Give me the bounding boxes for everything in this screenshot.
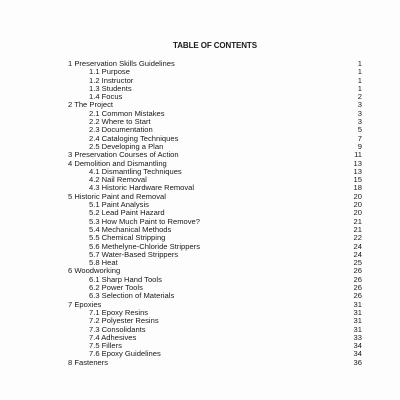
toc-entry-label: 2.5 Developing a Plan	[89, 141, 164, 151]
toc-entry-page-number: 26	[353, 266, 362, 276]
toc-entry-label: 2.1 Common Mistakes	[89, 108, 165, 118]
toc-entry-page-number: 11	[354, 150, 362, 160]
toc-entry-label: 5.5 Chemical Stripping	[89, 233, 166, 243]
toc-entry-page-number: 21	[353, 216, 362, 226]
toc-entry-label: 6 Woodworking	[68, 266, 121, 276]
toc-subsection-entry	[0, 218, 400, 226]
toc-entry-page-number: 7	[357, 133, 362, 143]
toc-entry-label: 7 Epoxies	[68, 299, 102, 309]
toc-subsection-entry	[0, 350, 400, 358]
toc-entry-page-number: 36	[353, 357, 362, 367]
toc-subsection-entry	[0, 77, 400, 85]
toc-subsection-entry	[0, 276, 400, 284]
toc-entry-page-number: 34	[353, 341, 362, 351]
toc-subsection-entry	[0, 176, 400, 184]
toc-entry-page-number: 18	[353, 183, 362, 193]
toc-entry-page-number: 26	[353, 274, 362, 284]
toc-entry-label: 6.1 Sharp Hand Tools	[89, 274, 162, 284]
toc-entry-page-number: 20	[353, 191, 362, 201]
toc-entry-label: 1.1 Purpose	[89, 67, 130, 77]
toc-subsection-entry	[0, 292, 400, 300]
toc-section-entry	[0, 359, 400, 367]
toc-subsection-entry	[0, 68, 400, 76]
toc-entry-page-number: 5	[357, 125, 362, 135]
toc-entry-label: 7.1 Epoxy Resins	[89, 307, 149, 317]
toc-entry-label: 5.1 Paint Analysis	[89, 200, 149, 210]
toc-subsection-entry	[0, 334, 400, 342]
toc-subsection-entry	[0, 168, 400, 176]
toc-entry-label: 4.3 Historic Hardware Removal	[89, 183, 195, 193]
toc-subsection-entry	[0, 184, 400, 192]
toc-entry-label: 1 Preservation Skills Guidelines	[68, 59, 175, 68]
toc-entry-label: 1.3 Students	[89, 83, 132, 93]
toc-entry-page-number: 31	[353, 324, 362, 334]
toc-entry-page-number: 13	[353, 158, 362, 168]
toc-subsection-entry	[0, 126, 400, 134]
toc-entry-label: 7.6 Epoxy Guidelines	[89, 349, 161, 359]
toc-entry-page-number: 26	[353, 291, 362, 301]
toc-entry-page-number: 31	[353, 316, 362, 326]
toc-entry-page-number: 20	[353, 200, 362, 210]
toc-section-entry	[0, 160, 400, 168]
toc-entry-label: 5.7 Water-Based Strippers	[89, 249, 179, 259]
toc-entry-page-number: 1	[357, 75, 362, 85]
toc-entry-page-number: 22	[353, 233, 362, 243]
toc-section-entry	[0, 101, 400, 109]
toc-subsection-entry	[0, 309, 400, 317]
toc-subsection-entry	[0, 201, 400, 209]
toc-entry-page-number: 20	[353, 208, 362, 218]
toc-entry-label: 2.3 Documentation	[89, 125, 153, 135]
toc-entry-page-number: 1	[357, 59, 362, 68]
toc-entry-label: 6.3 Selection of Materials	[89, 291, 175, 301]
toc-subsection-entry	[0, 209, 400, 217]
toc-entry-page-number: 25	[353, 258, 362, 268]
toc-entry-label: 4 Demolition and Dismantling	[68, 158, 167, 168]
toc-entry-label: 5 Historic Paint and Removal	[68, 191, 166, 201]
toc-entry-page-number: 31	[353, 307, 362, 317]
toc-entry-page-number: 33	[353, 332, 362, 342]
toc-entry-label: 1.4 Focus	[89, 92, 123, 102]
toc-entry-page-number: 26	[353, 283, 362, 293]
toc-subsection-entry	[0, 284, 400, 292]
toc-entry-page-number: 13	[353, 166, 362, 176]
toc-entry-page-number: 24	[353, 241, 362, 251]
toc-entry-page-number: 3	[357, 100, 362, 110]
toc-entry-label: 2.2 Where to Start	[89, 117, 151, 127]
toc-subsection-entry	[0, 234, 400, 242]
toc-entry-label: 4.2 Nail Removal	[89, 175, 147, 185]
toc-subsection-entry	[0, 110, 400, 118]
toc-entry-label: 5.6 Methelyne-Chloride Strippers	[89, 241, 201, 251]
toc-entry-page-number: 15	[353, 175, 362, 185]
toc-subsection-entry	[0, 143, 400, 151]
toc-entry-label: 4.1 Dismantling Techniques	[89, 166, 182, 176]
toc-subsection-entry	[0, 226, 400, 234]
page-title: TABLE OF CONTENTS	[173, 41, 257, 50]
toc-entry-label: 5.4 Mechanical Methods	[89, 224, 172, 234]
toc-entry-label: 7.2 Polyester Resins	[89, 316, 159, 326]
toc-subsection-entry	[0, 118, 400, 126]
toc-entry-page-number: 31	[353, 299, 362, 309]
toc-section-entry	[0, 193, 400, 201]
toc-entry-label: 8 Fasteners	[68, 357, 109, 367]
toc-entry-page-number: 1	[357, 67, 362, 77]
toc-entry-page-number: 1	[357, 83, 362, 93]
toc-entry-label: 5.3 How Much Paint to Remove?	[89, 216, 201, 226]
toc-subsection-entry	[0, 251, 400, 259]
toc-subsection-entry	[0, 342, 400, 350]
toc-entry-page-number: 3	[357, 108, 362, 118]
toc-entry-label: 2 The Project	[68, 100, 114, 110]
toc-entry-label: 5.8 Heat	[89, 258, 118, 268]
toc-entry-label: 6.2 Power Tools	[89, 283, 143, 293]
toc-entry-page-number: 21	[353, 224, 362, 234]
toc-entry-label: 1.2 Instructor	[89, 75, 134, 85]
toc-subsection-entry	[0, 326, 400, 334]
toc-entry-label: 3 Preservation Courses of Action	[68, 150, 179, 160]
toc-entry-page-number: 34	[353, 349, 362, 359]
toc-subsection-entry	[0, 243, 400, 251]
toc-entry-page-number: 2	[357, 92, 362, 102]
toc-entry-page-number: 3	[357, 117, 362, 127]
toc-entry-label: 7.3 Consolidants	[89, 324, 146, 334]
toc-section-entry	[0, 151, 400, 159]
toc-entry-label: 2.4 Cataloging Techniques	[89, 133, 179, 143]
toc-entry-label: 5.2 Lead Paint Hazard	[89, 208, 165, 218]
toc-section-entry	[0, 60, 400, 68]
toc-entry-label: 7.4 Adhesives	[89, 332, 137, 342]
toc-entry-page-number: 9	[357, 141, 362, 151]
toc-list	[0, 60, 400, 367]
toc-section-entry	[0, 301, 400, 309]
toc-entry-label: 7.5 Fillers	[89, 341, 122, 351]
toc-entry-page-number: 24	[353, 249, 362, 259]
toc-subsection-entry	[0, 135, 400, 143]
toc-subsection-entry	[0, 317, 400, 325]
toc-subsection-entry	[0, 93, 400, 101]
toc-subsection-entry	[0, 259, 400, 267]
toc-subsection-entry	[0, 85, 400, 93]
toc-section-entry	[0, 267, 400, 275]
